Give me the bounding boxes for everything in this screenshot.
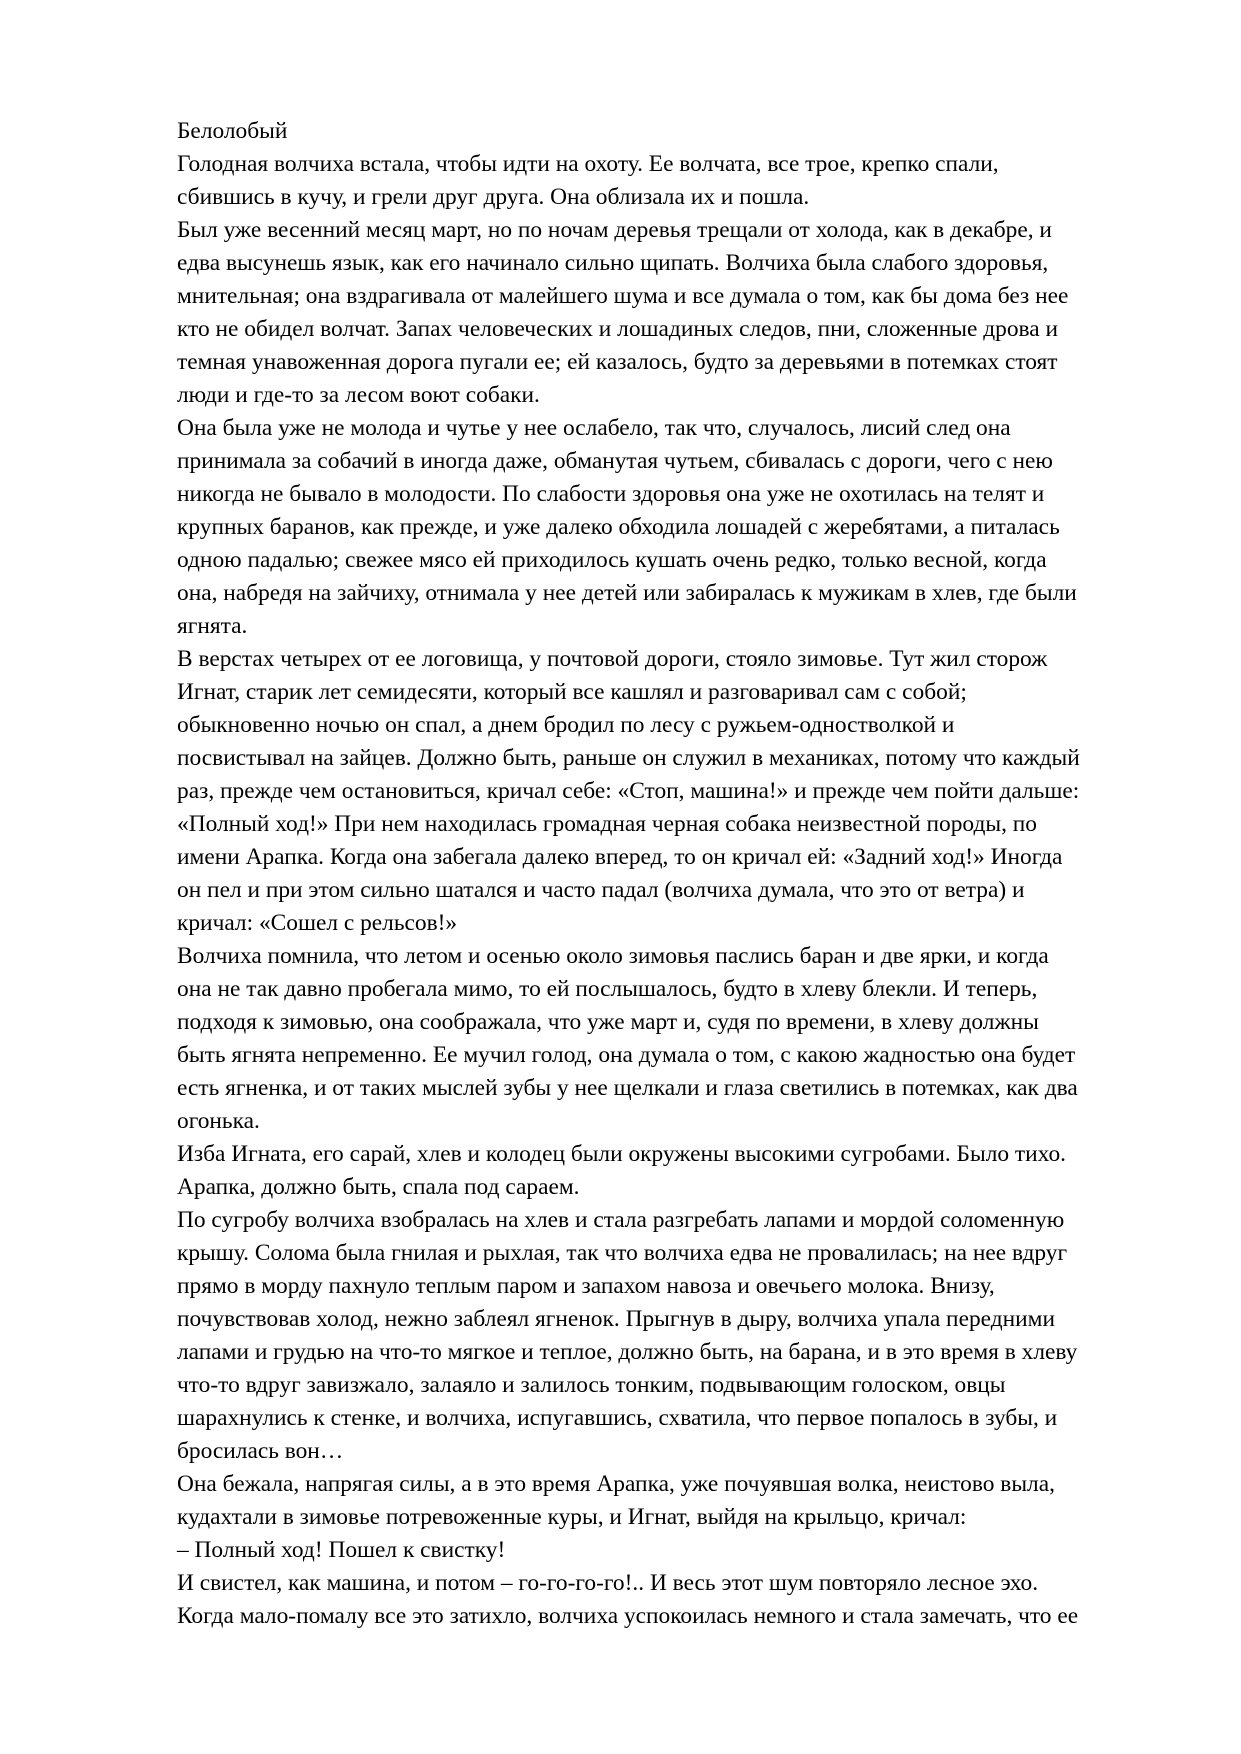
text-line: Волчиха помнила, что летом и осенью около зимовья паслись баран и две ярки, и когда <box>177 943 1049 969</box>
text-line: Изба Игната, его сарай, хлев и колодец были окружены высокими сугробами. Было тихо. <box>177 1141 1067 1167</box>
text-line: есть ягненка, и от таких мыслей зубы у нее щелкали и глаза светились в потемках, как два <box>177 1075 1078 1101</box>
text-line: лапами и грудью на что-то мягкое и теплое, должно быть, на барана, и в это время в хлеву <box>177 1339 1078 1365</box>
document-body <box>177 115 1177 1633</box>
paragraph-11 <box>177 1600 1177 1633</box>
text-line: Голодная волчиха встала, чтобы идти на охоту. Ее волчата, все трое, крепко спали, <box>177 151 999 177</box>
paragraph-4 <box>177 643 1177 940</box>
paragraph-2 <box>177 214 1177 412</box>
text-line: По сугробу волчиха взобралась на хлев и стала разгребать лапами и мордой соломенную <box>177 1207 1065 1233</box>
text-line: В верстах четырех от ее логовища, у почтовой дороги, стояло зимовье. Тут жил сторож <box>177 646 1048 672</box>
text-line: «Полный ход!» При нем находилась громадная черная собака неизвестной породы, по <box>177 811 1037 837</box>
text-line: Она бежала, напрягая силы, а в это время Арапка, уже почуявшая волка, неистово выла, <box>177 1471 1055 1497</box>
text-line: она, набредя на зайчиху, отнимала у нее детей или забиралась к мужикам в хлев, где были <box>177 580 1077 606</box>
text-line: никогда не бывало в молодости. По слабости здоровья она уже не охотилась на телят и <box>177 481 1045 507</box>
text-line: быть ягнята непременно. Ее мучил голод, она думала о том, с какою жадностью она будет <box>177 1042 1076 1068</box>
title-line: Белолобый <box>177 118 288 144</box>
text-line: ягнята. <box>177 613 248 639</box>
text-line: он пел и при этом сильно шатался и часто падал (волчиха думала, что это от ветра) и <box>177 877 1025 903</box>
text-line: Когда мало-помалу все это затихло, волчиха успокоилась немного и стала замечать, что ее <box>177 1603 1079 1629</box>
text-line: крупных баранов, как прежде, и уже далеко обходила лошадей с жеребятами, а питалась <box>177 514 1060 540</box>
text-line: подходя к зимовью, она соображала, что уже март и, судя по времени, в хлеву должны <box>177 1009 1039 1035</box>
text-line: едва высунешь язык, как его начинало сильно щипать. Волчиха была слабого здоровья, <box>177 250 1049 276</box>
text-line: кто не обидел волчат. Запах человеческих и лошадиных следов, пни, сложенные дрова и <box>177 316 1058 342</box>
text-line: сбившись в кучу, и грели друг друга. Она облизала их и пошла. <box>177 184 810 210</box>
paragraph-6 <box>177 1138 1177 1204</box>
text-line: – Полный ход! Пошел к свистку! <box>177 1537 506 1563</box>
text-line: почувствовав холод, нежно заблеял ягненок. Прыгнув в дыру, волчиха упала передними <box>177 1306 1055 1332</box>
text-line: одною падалью; свежее мясо ей приходилось кушать очень редко, только весной, когда <box>177 547 1047 573</box>
text-line: крышу. Солома была гнилая и рыхлая, так что волчиха едва не провалилась; на нее вдруг <box>177 1240 1068 1266</box>
text-line: обыкновенно ночью он спал, а днем бродил по лесу с ружьем-одностволкой и <box>177 712 955 738</box>
text-line: Был уже весенний месяц март, но по ночам деревья трещали от холода, как в декабре, и <box>177 217 1052 243</box>
text-line: посвистывал на зайцев. Должно быть, раньше он служил в механиках, потому что каждый <box>177 745 1080 771</box>
text-line: И свистел, как машина, и потом – го-го-го-го!.. И весь этот шум повторяло лесное эхо. <box>177 1570 1039 1596</box>
document-title <box>177 115 1177 148</box>
text-line: раз, прежде чем остановиться, кричал себе: «Стоп, машина!» и прежде чем пойти дальше: <box>177 778 1080 804</box>
text-line: кричал: «Сошел с рельсов!» <box>177 910 458 936</box>
paragraph-5 <box>177 940 1177 1138</box>
text-line: прямо в морду пахнуло теплым паром и запахом навоза и овечьего молока. Внизу, <box>177 1273 995 1299</box>
text-line: шарахнулись к стенке, и волчиха, испугавшись, схватила, что первое попалось в зубы, и <box>177 1405 1058 1431</box>
text-line: принимала за собачий в иногда даже, обманутая чутьем, сбивалась с дороги, чего с нею <box>177 448 1053 474</box>
text-line: бросилась вон… <box>177 1438 344 1464</box>
paragraph-7 <box>177 1204 1177 1468</box>
paragraph-1 <box>177 148 1177 214</box>
text-line: имени Арапка. Когда она забегала далеко вперед, то он кричал ей: «Задний ход!» Иногда <box>177 844 1063 870</box>
text-line: что-то вдруг завизжало, залаяло и залилось тонким, подвывающим голоском, овцы <box>177 1372 1006 1398</box>
text-line: Арапка, должно быть, спала под сараем. <box>177 1174 580 1200</box>
paragraph-8 <box>177 1468 1177 1534</box>
text-line: она не так давно пробегала мимо, то ей послышалось, будто в хлеву блекли. И теперь, <box>177 976 1038 1002</box>
text-line: Она была уже не молода и чутье у нее ослабело, так что, случалось, лисий след она <box>177 415 1011 441</box>
text-line: темная унавоженная дорога пугали ее; ей казалось, будто за деревьями в потемках стоят <box>177 349 1058 375</box>
paragraph-9 <box>177 1534 1177 1567</box>
text-line: мнительная; она вздрагивала от малейшего шума и все думала о том, как бы дома без нее <box>177 283 1069 309</box>
paragraph-10 <box>177 1567 1177 1600</box>
text-line: огонька. <box>177 1108 260 1134</box>
text-line: Игнат, старик лет семидесяти, который все кашлял и разговаривал сам с собой; <box>177 679 967 705</box>
paragraph-3 <box>177 412 1177 643</box>
text-line: кудахтали в зимовье потревоженные куры, и Игнат, выйдя на крыльцо, кричал: <box>177 1504 967 1530</box>
text-line: люди и где-то за лесом воют собаки. <box>177 382 540 408</box>
